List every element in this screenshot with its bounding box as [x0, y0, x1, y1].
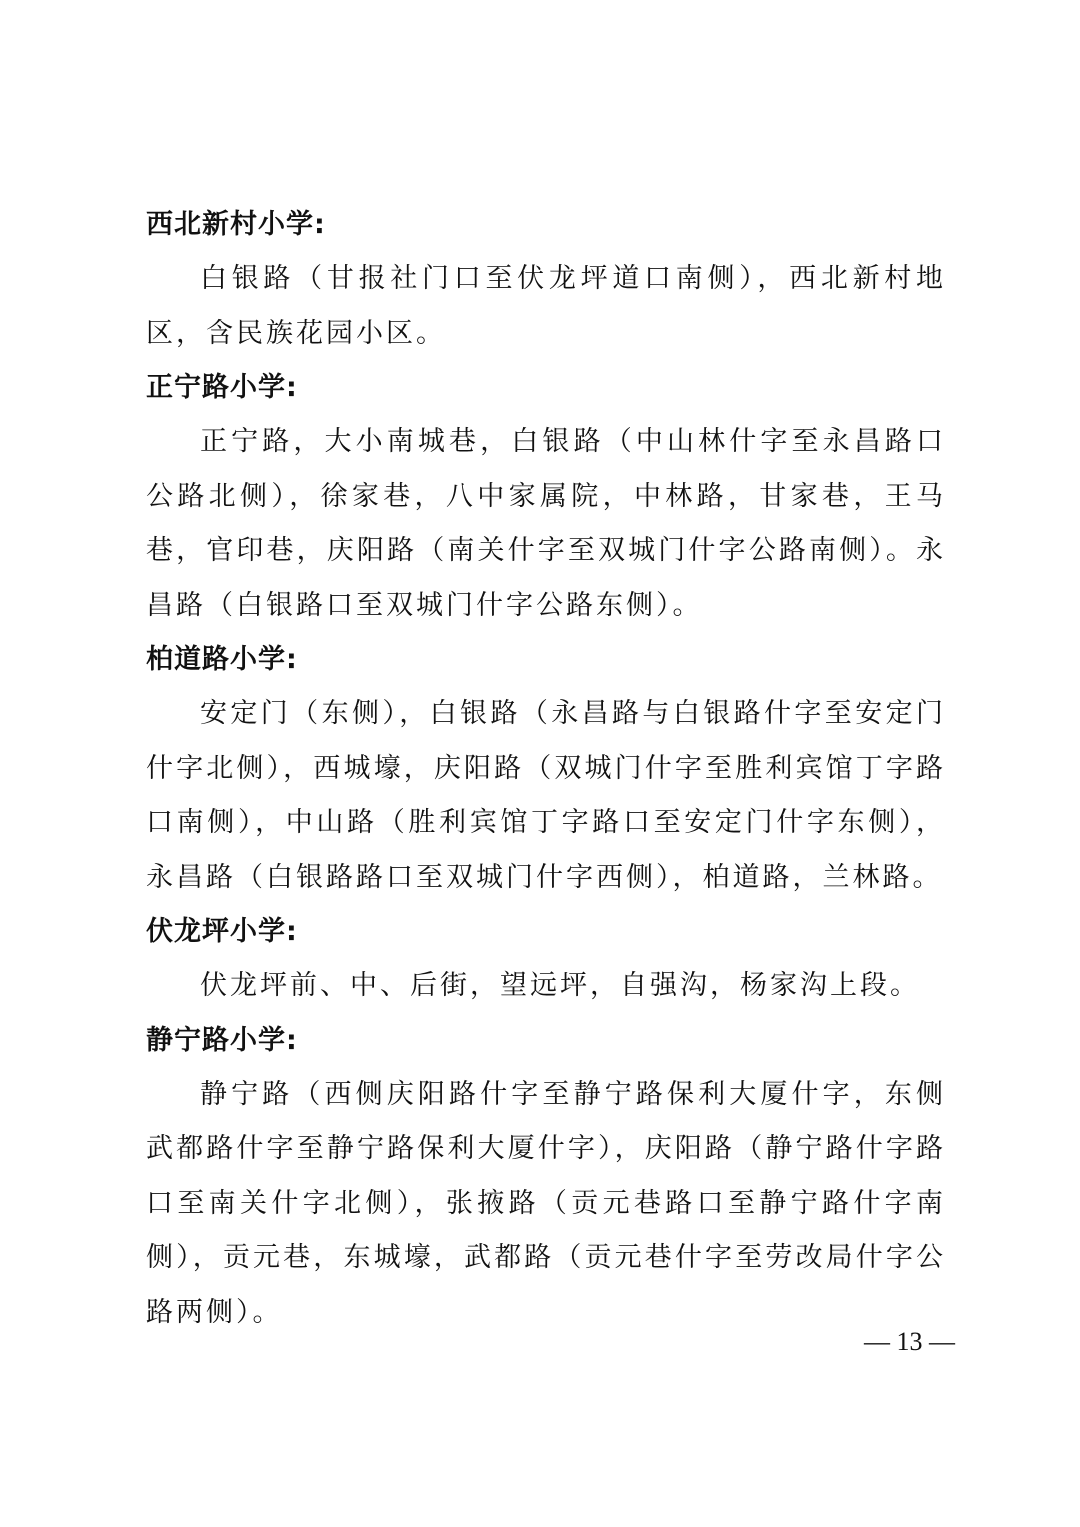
section-body: 安定门（东侧），白银路（永昌路与白银路什字至安定门什字北侧），西城壕，庆阳路（双城门什字至胜利宾馆丁字路口南侧），中山路（胜利宾馆丁字路口至安定门什字东侧），永昌路（白银路路口至双城门什字西侧），柏道路，兰林路。	[146, 698, 946, 893]
section-body: 正宁路，大小南城巷，白银路（中山林什字至永昌路口公路北侧），徐家巷，八中家属院，中林路，甘家巷，王马巷，官印巷，庆阳路（南关什字至双城门什字公路南侧）。永昌路（白银路口至双城门什字公路东侧）。	[146, 426, 946, 621]
section-xibei-xincun	[146, 198, 946, 361]
section-baidao-road	[146, 633, 946, 905]
section-title: 柏道路小学:	[146, 644, 298, 675]
section-fulongping	[146, 905, 946, 1014]
document-content	[146, 198, 946, 1340]
section-jingning-road	[146, 1014, 946, 1341]
section-body: 伏龙坪前、中、后街，望远坪，自强沟，杨家沟上段。	[200, 970, 920, 1001]
section-title: 伏龙坪小学:	[146, 916, 298, 947]
section-body: 白银路（甘报社门口至伏龙坪道口南侧），西北新村地区，含民族花园小区。	[146, 263, 946, 349]
section-body: 静宁路（西侧庆阳路什字至静宁路保利大厦什字，东侧武都路什字至静宁路保利大厦什字），庆阳路（静宁路什字路口至南关什字北侧），张掖路（贡元巷路口至静宁路什字南侧），贡元巷，东城壕，武都路（贡元巷什字至劳改局什字公路两侧）。	[146, 1078, 946, 1328]
section-zhengning-road	[146, 361, 946, 633]
section-title: 正宁路小学:	[146, 372, 298, 403]
section-title: 静宁路小学:	[146, 1024, 298, 1056]
section-title: 西北新村小学:	[146, 209, 326, 240]
page-number: — 13 —	[864, 1327, 955, 1356]
